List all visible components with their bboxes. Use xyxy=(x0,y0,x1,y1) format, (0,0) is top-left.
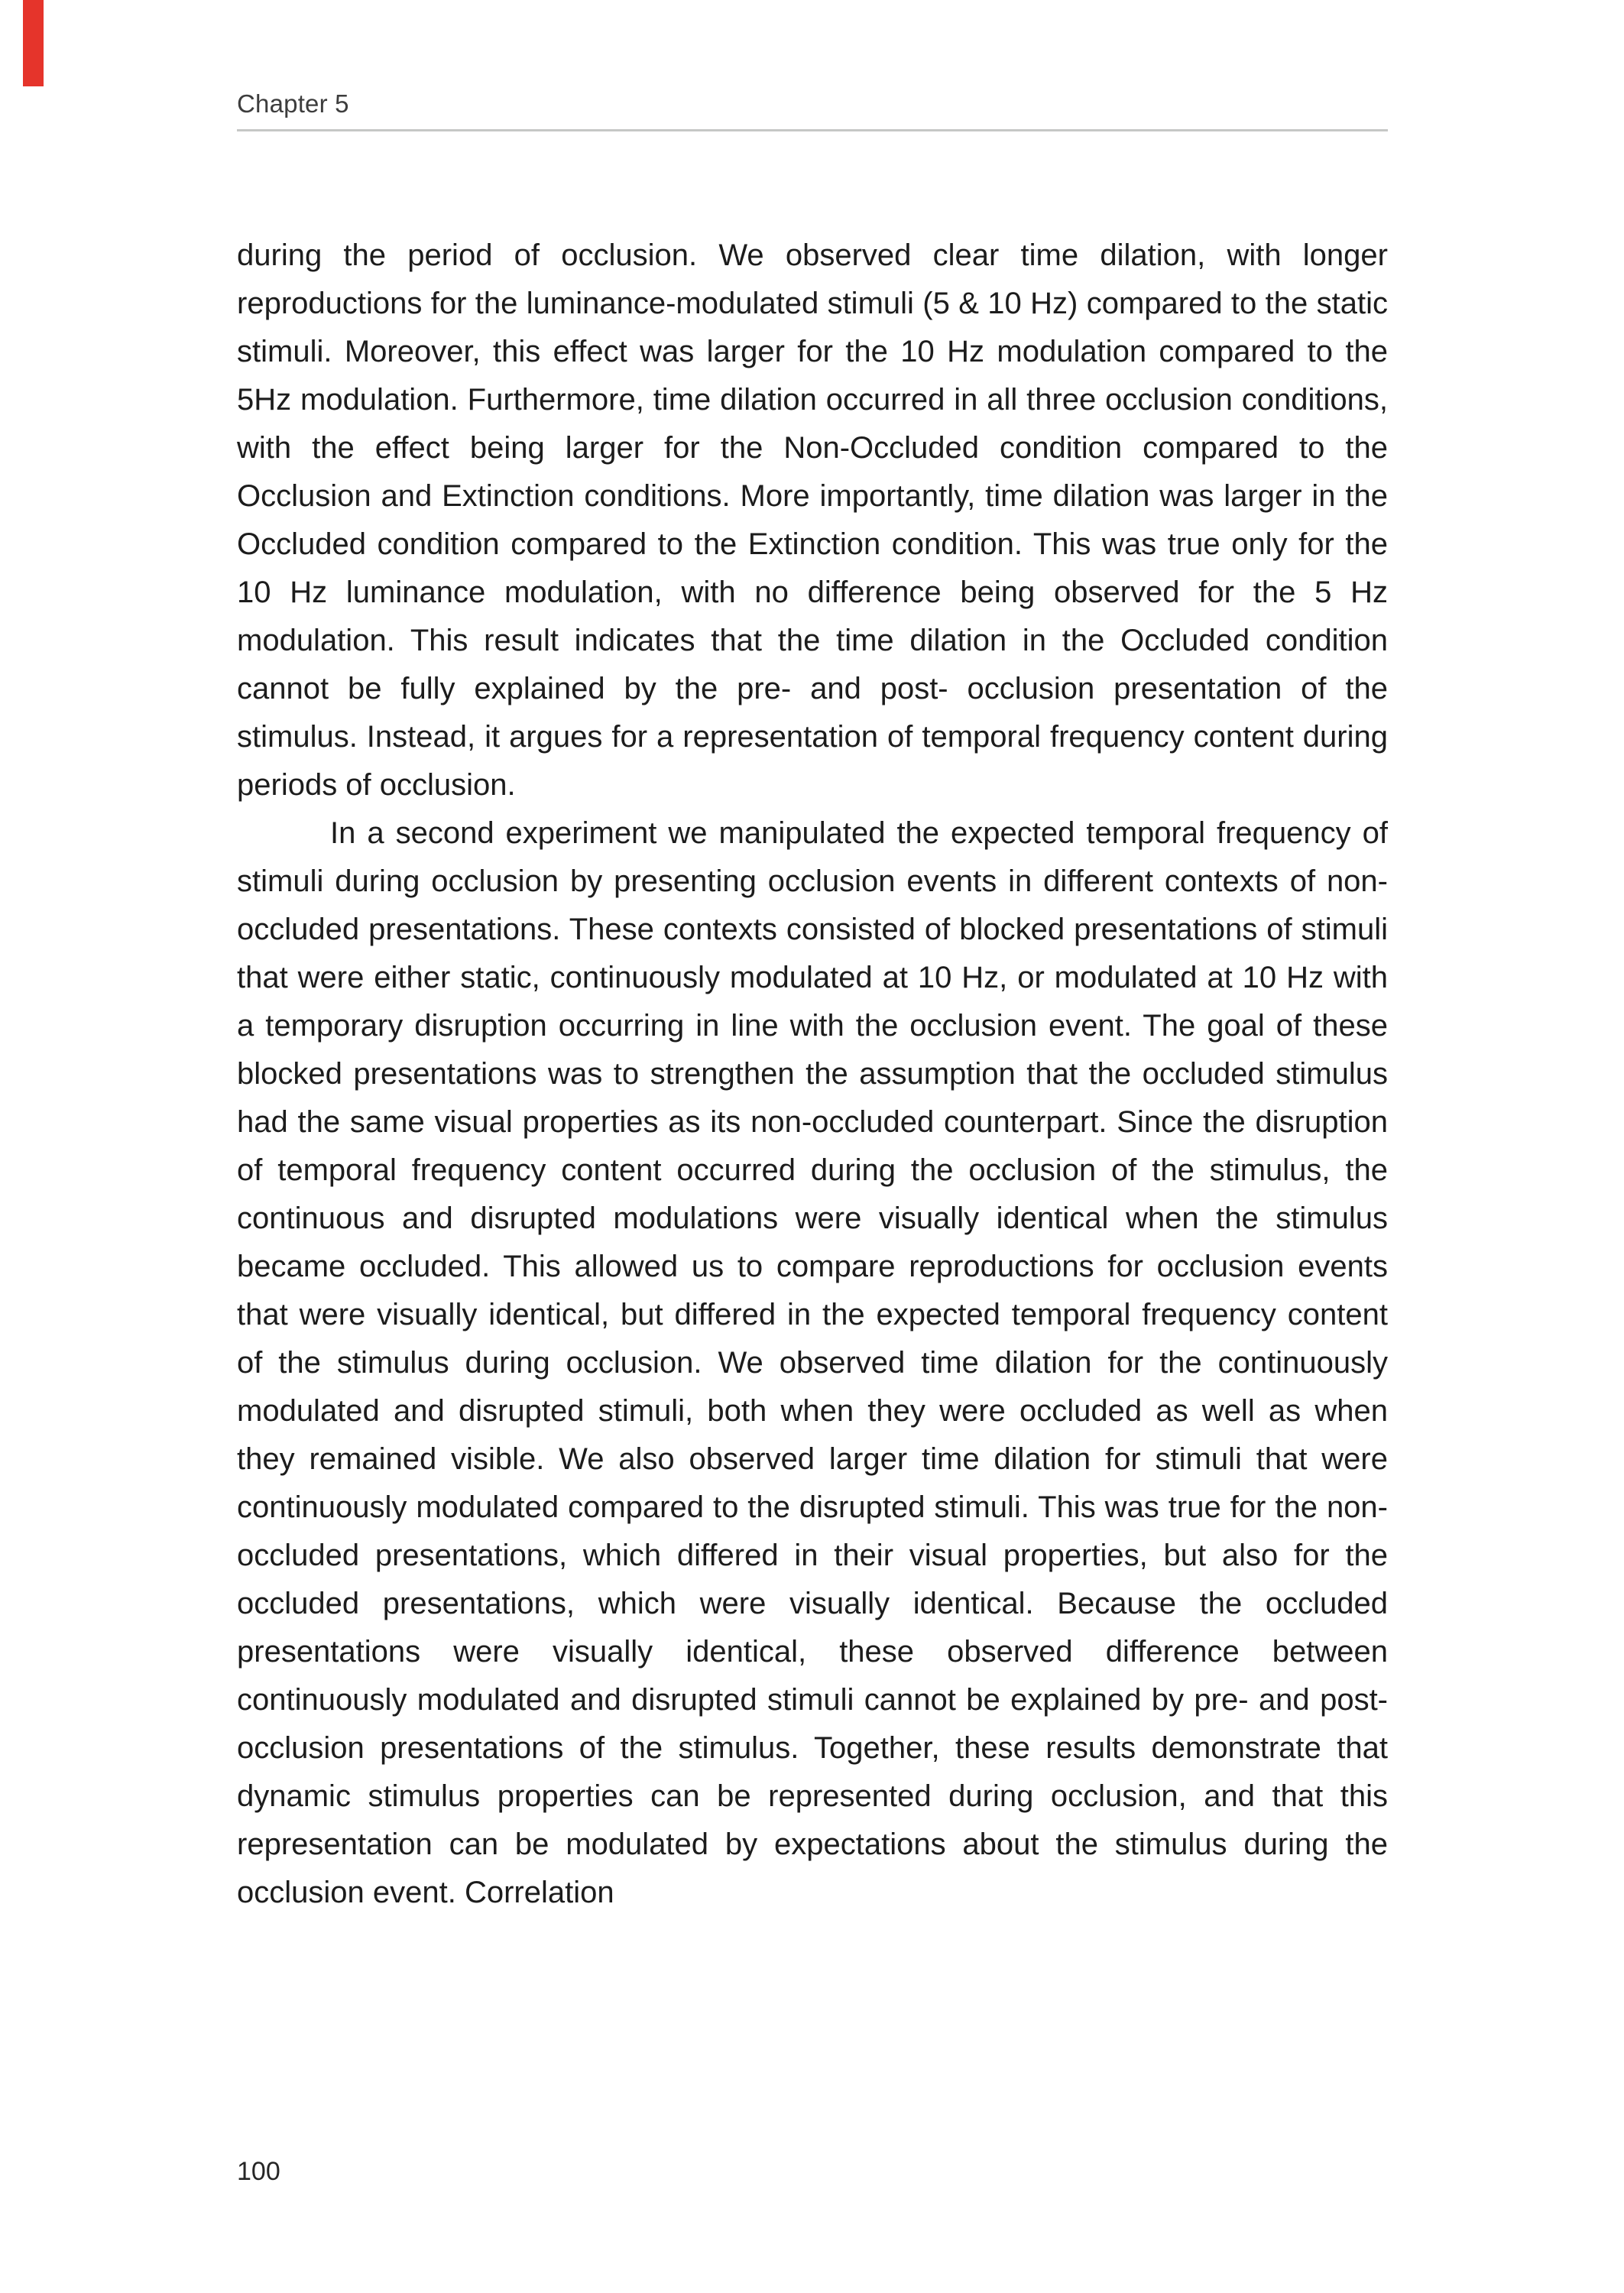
page-number: 100 xyxy=(237,2157,280,2186)
body-text-block xyxy=(237,232,1388,1917)
chapter-label: Chapter 5 xyxy=(237,89,349,118)
chapter-edge-tab-marker xyxy=(23,0,44,86)
page-header xyxy=(237,89,1388,131)
page-footer xyxy=(237,2157,543,2187)
paragraph: In a second experiment we manipulated the expected temporal frequency of stimuli during occlusion by presenting occlusion events in different contexts of non-occluded presentations. These contexts consisted of blocked presentations of stimuli that were either static, continuously modulated at 10 Hz, or modulated at 10 Hz with a temporary disruption occurring in line with the occlusion event. The goal of these blocked presentations was to strengthen the assumption that the occluded stimulus had the same visual properties as its non-occluded counterpart. Since the disruption of temporal frequency content occurred during the occlusion of the stimulus, the continuous and disrupted modulations were visually identical when the stimulus became occluded. This allowed us to compare reproductions for occlusion events that were visually identical, but differed in the expected temporal frequency content of the stimulus during occlusion. We observed time dilation for the continuously modulated and disrupted stimuli, both when they were occluded as well as when they remained visible. We also observed larger time dilation for stimuli that were continuously modulated compared to the disrupted stimuli. This was true for the non-occluded presentations, which differed in their visual properties, but also for the occluded presentations, which were visually identical. Because the occluded presentations were visually identical, these observed difference between continuously modulated and disrupted stimuli cannot be explained by pre- and post- occlusion presentations of the stimulus. Together, these results demonstrate that dynamic stimulus properties can be represented during occlusion, and that this representation can be modulated by expectations about the stimulus during the occlusion event. Correlation xyxy=(237,816,1388,1909)
header-divider xyxy=(237,129,1388,131)
paragraph: during the period of occlusion. We observed clear time dilation, with longer reproductions for the luminance-modulated stimuli (5 & 10 Hz) compared to the static stimuli. Moreover, this effect was larger for the 10 Hz modulation compared to the 5Hz modulation. Furthermore, time dilation occurred in all three occlusion conditions, with the effect being larger for the Non-Occluded condition compared to the Occlusion and Extinction conditions. More importantly, time dilation was larger in the Occluded condition compared to the Extinction condition. This was true only for the 10 Hz luminance modulation, with no difference being observed for the 5 Hz modulation. This result indicates that the time dilation in the Occluded condition cannot be fully explained by the pre- and post- occlusion presentation of the stimulus. Instead, it argues for a representation of temporal frequency content during periods of occlusion. xyxy=(237,238,1388,802)
